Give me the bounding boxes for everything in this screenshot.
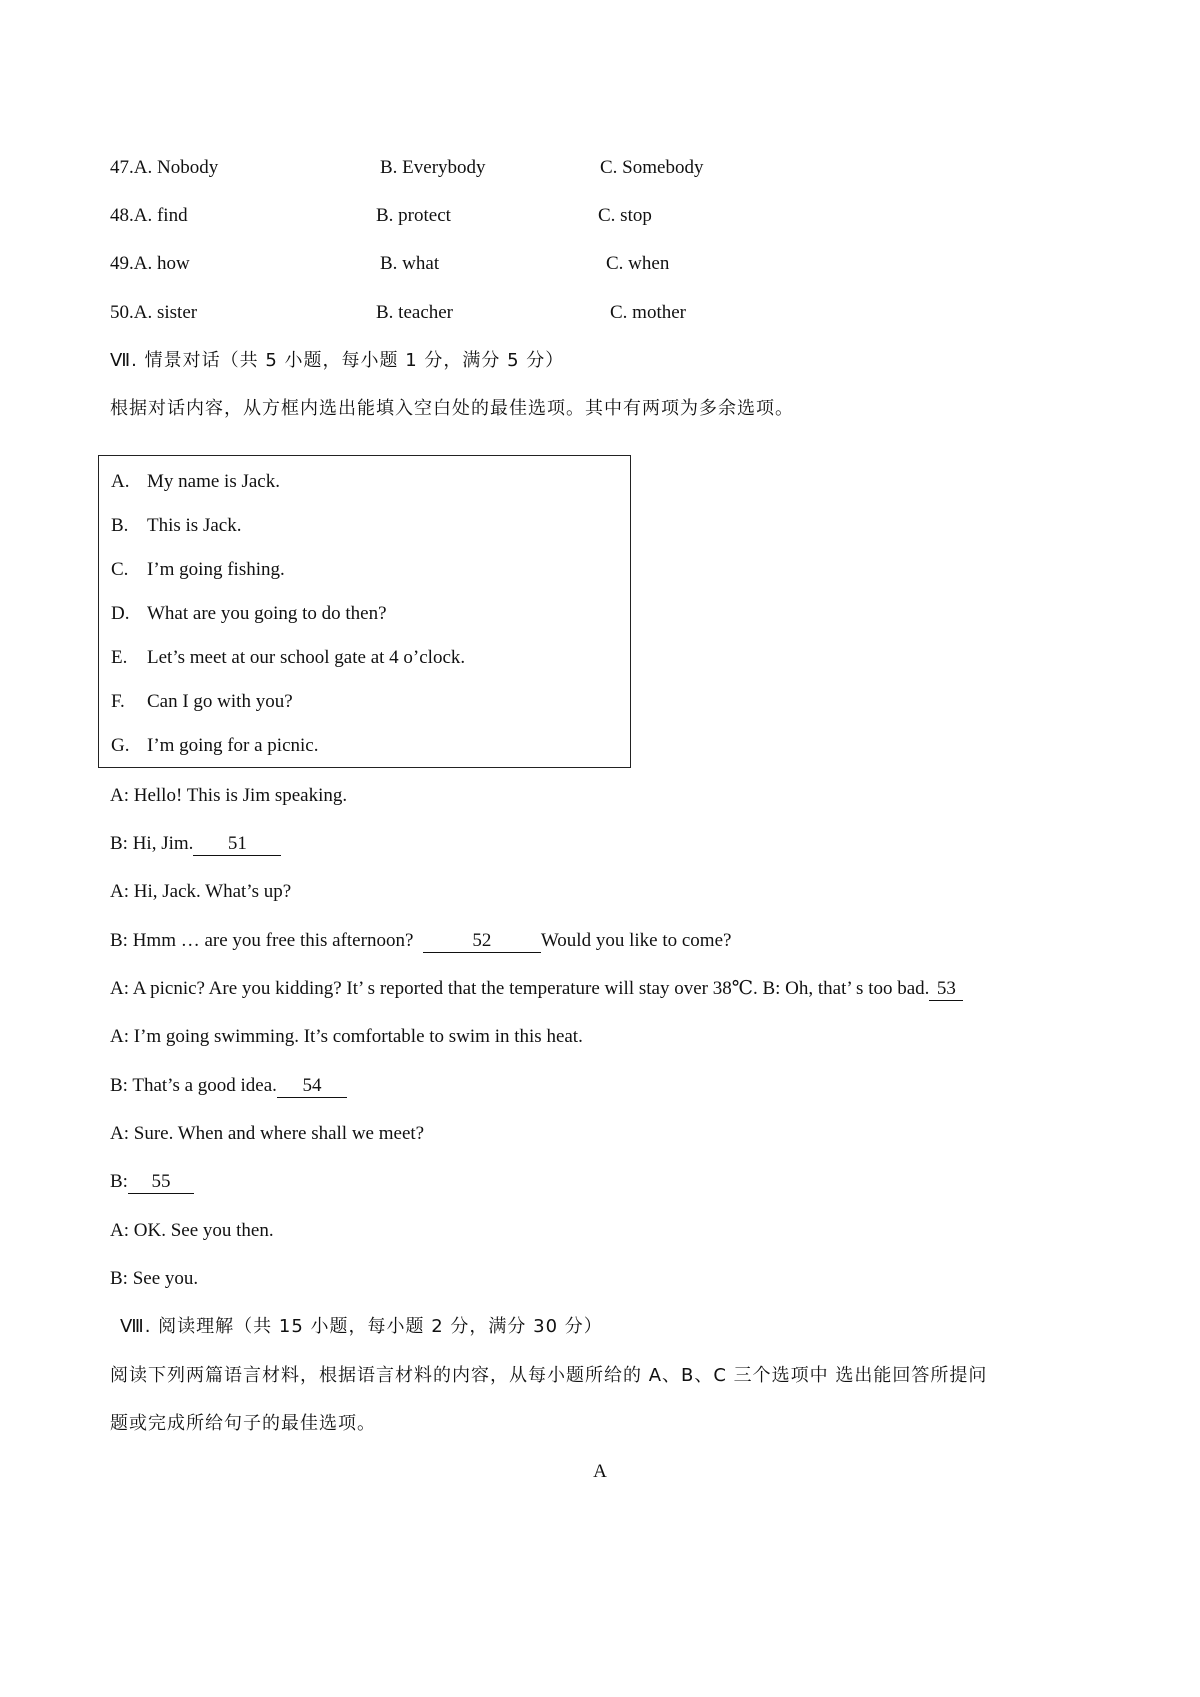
answer-blank[interactable]: 54	[277, 1075, 347, 1098]
passage-label: A	[593, 1461, 607, 1482]
section-7-instruction: 根据对话内容，从方框内选出能填入空白处的最佳选项。其中有两项为多余选项。	[110, 398, 794, 419]
box-option-letter: B.	[111, 515, 129, 536]
dialogue-text: A: A picnic? Are you kidding? It’ s reported that the temperature will stay over 38℃. B: Oh, that’ s too bad.	[110, 978, 930, 999]
section-8-instruction-cont: 题或完成所给句子的最佳选项。	[110, 1413, 376, 1434]
dialogue-line: A: Hi, Jack. What’s up?	[110, 881, 292, 902]
option-b: B. Everybody	[380, 157, 486, 178]
dialogue-line: A: OK. See you then.	[110, 1220, 274, 1241]
section-7-heading: Ⅶ. 情景对话（共 5 小题，每小题 1 分，满分 5 分）	[110, 350, 565, 371]
box-option-letter: E.	[111, 647, 128, 668]
dialogue-line	[110, 929, 731, 953]
box-option-letter: F.	[111, 691, 125, 712]
box-option-letter: C.	[111, 559, 129, 580]
option-c: C. stop	[598, 205, 652, 226]
dialogue-text: B:	[110, 1171, 128, 1192]
dialogue-text: Would you like to come?	[540, 930, 732, 951]
option-a: 48.A. find	[110, 205, 188, 226]
option-b: B. teacher	[376, 302, 454, 323]
box-option-text: I’m going for a picnic.	[147, 735, 319, 756]
option-a: 50.A. sister	[110, 302, 198, 323]
box-option-letter: G.	[111, 735, 130, 756]
dialogue-text: B: That’s a good idea.	[110, 1075, 277, 1096]
box-option-text: My name is Jack.	[147, 471, 280, 492]
box-option-letter: A.	[111, 471, 130, 492]
answer-blank[interactable]: 52	[423, 930, 541, 953]
option-b: B. what	[380, 253, 440, 274]
box-option-text: Let’s meet at our school gate at 4 o’clock.	[147, 647, 466, 668]
dialogue-text: B: Hi, Jim.	[110, 833, 194, 854]
dialogue-line	[110, 1170, 194, 1194]
option-c: C. when	[606, 253, 670, 274]
dialogue-line	[110, 832, 281, 856]
box-option-text: Can I go with you?	[147, 691, 293, 712]
options-box	[98, 455, 631, 768]
answer-blank[interactable]: 55	[128, 1171, 194, 1194]
answer-blank[interactable]: 53	[929, 978, 963, 1001]
answer-blank[interactable]: 51	[193, 833, 281, 856]
box-option-text: I’m going fishing.	[147, 559, 285, 580]
option-a: 49.A. how	[110, 253, 190, 274]
section-8-heading: Ⅷ. 阅读理解（共 15 小题，每小题 2 分，满分 30 分）	[120, 1316, 603, 1337]
box-option-text: What are you going to do then?	[147, 603, 387, 624]
dialogue-line	[110, 977, 963, 1001]
box-option-letter: D.	[111, 603, 130, 624]
box-option-text: This is Jack.	[147, 515, 242, 536]
option-c: C. Somebody	[600, 157, 704, 178]
dialogue-line: A: Hello! This is Jim speaking.	[110, 785, 348, 806]
dialogue-text: B: Hmm … are you free this afternoon?	[110, 930, 414, 951]
section-8-instruction: 阅读下列两篇语言材料，根据语言材料的内容，从每小题所给的 A、B、C 三个选项中 选出能回答所提问	[110, 1365, 988, 1386]
dialogue-line: B: See you.	[110, 1268, 199, 1289]
option-a: 47.A. Nobody	[110, 157, 219, 178]
dialogue-line: A: Sure. When and where shall we meet?	[110, 1123, 425, 1144]
dialogue-line: A: I’m going swimming. It’s comfortable to swim in this heat.	[110, 1026, 583, 1047]
option-c: C. mother	[610, 302, 686, 323]
dialogue-line	[110, 1074, 347, 1098]
option-b: B. protect	[376, 205, 451, 226]
